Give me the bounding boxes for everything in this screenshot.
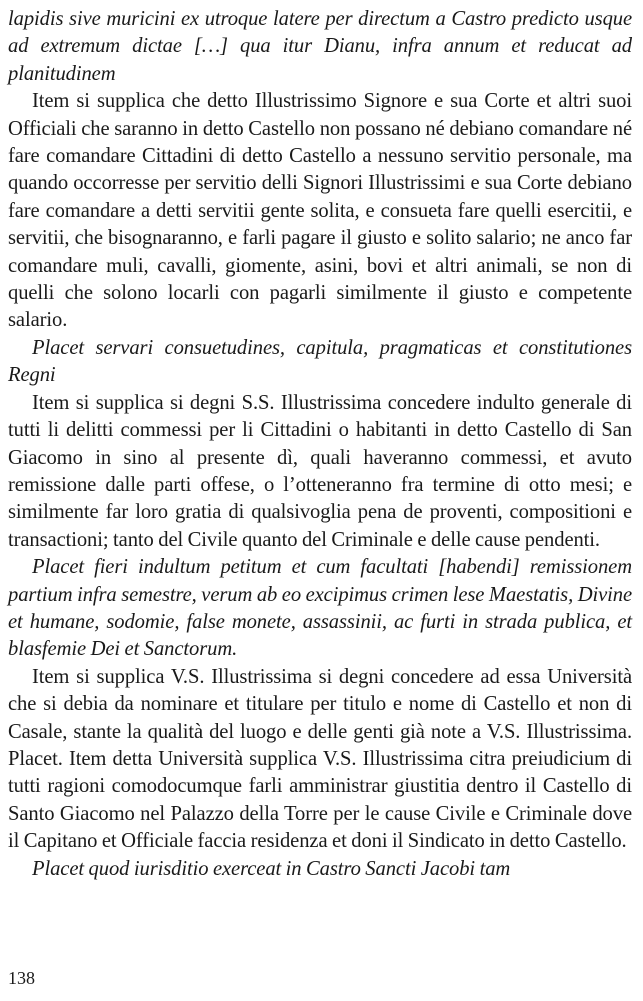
page-number: 138 xyxy=(8,968,35,988)
paragraph-supplica-2: Item si supplica si degni S.S. Illustrissima concedere indulto generale di tutti li delitti commessi per li Cittadini o habitanti in detto Castello di San Giacomo in sino al presente dì, quali haveranno commessi, et avuto remissione dalle parti offese, o l’otteneranno fra termine di otto mesi; e similmente far loro gratia di qualsivoglia pena de proventi, compositioni e transactioni; tanto del Civile quanto del Criminale e delle cause pendenti. xyxy=(8,391,632,551)
paragraph-latin-4: Placet quod iurisditio exerceat in Castro Sancti Jacobi tam xyxy=(32,857,511,880)
paragraph-latin-1: lapidis sive muricini ex utroque latere per directum a Castro predicto usque ad extremum dictae […] qua itur Dianu, infra annum et reducat ad planitudinem xyxy=(8,8,632,85)
paragraph-latin-3: Placet fieri indultum petitum et cum facultati [habendi] remissionem partium infra semestre, verum ab eo excipimus crimen lese Maestatis, Divine et humane, sodomie, false monete, assassinii, ac furti in strada publica, et blasfemie Dei et Sanctorum. xyxy=(8,556,632,661)
paragraph-supplica-1: Item si supplica che detto Illustrissimo Signore e sua Corte et altri suoi Officiali che saranno in detto Castello non possano né debiano comandare né fare comandare Cittadini di detto Castello a nessuno servitio personale, ma quando occorresse per servitio delli Signori Illustrissimi e sua Corte debiano fare comandare a detti servitii gente solita, e consueta fare quelli esercitii, e servitii, che bisognaranno, e farli pagare il giusto e solito salario; ne anco far comandare muli, cavalli, giomente, asini, bovi et altri animali, se non di quelli che solono locarli con pagarli similmente il giusto e competente salario. xyxy=(8,90,632,332)
paragraph-latin-2: Placet servari consuetudines, capitula, pragmaticas et constitutiones Regni xyxy=(8,336,632,387)
paragraph-supplica-3: Item si supplica V.S. Illustrissima si degni concedere ad essa Università che si debia da nominare et titulare per titulo e nome di Castello et non di Casale, stante la qualità del luogo e delle genti già note a V.S. Illustrissima. Placet. Item detta Università supplica V.S. Illustrissima citra preiudicium di tutti ragioni comodocumque farli amministrar giustitia dentro il Castello di Santo Giacomo nel Palazzo della Torre per le cause Civile e Criminale dove il Capitano et Officiale faccia residenza et doni il Sindicato in detto Castello. xyxy=(8,665,632,853)
page-body xyxy=(8,6,632,883)
